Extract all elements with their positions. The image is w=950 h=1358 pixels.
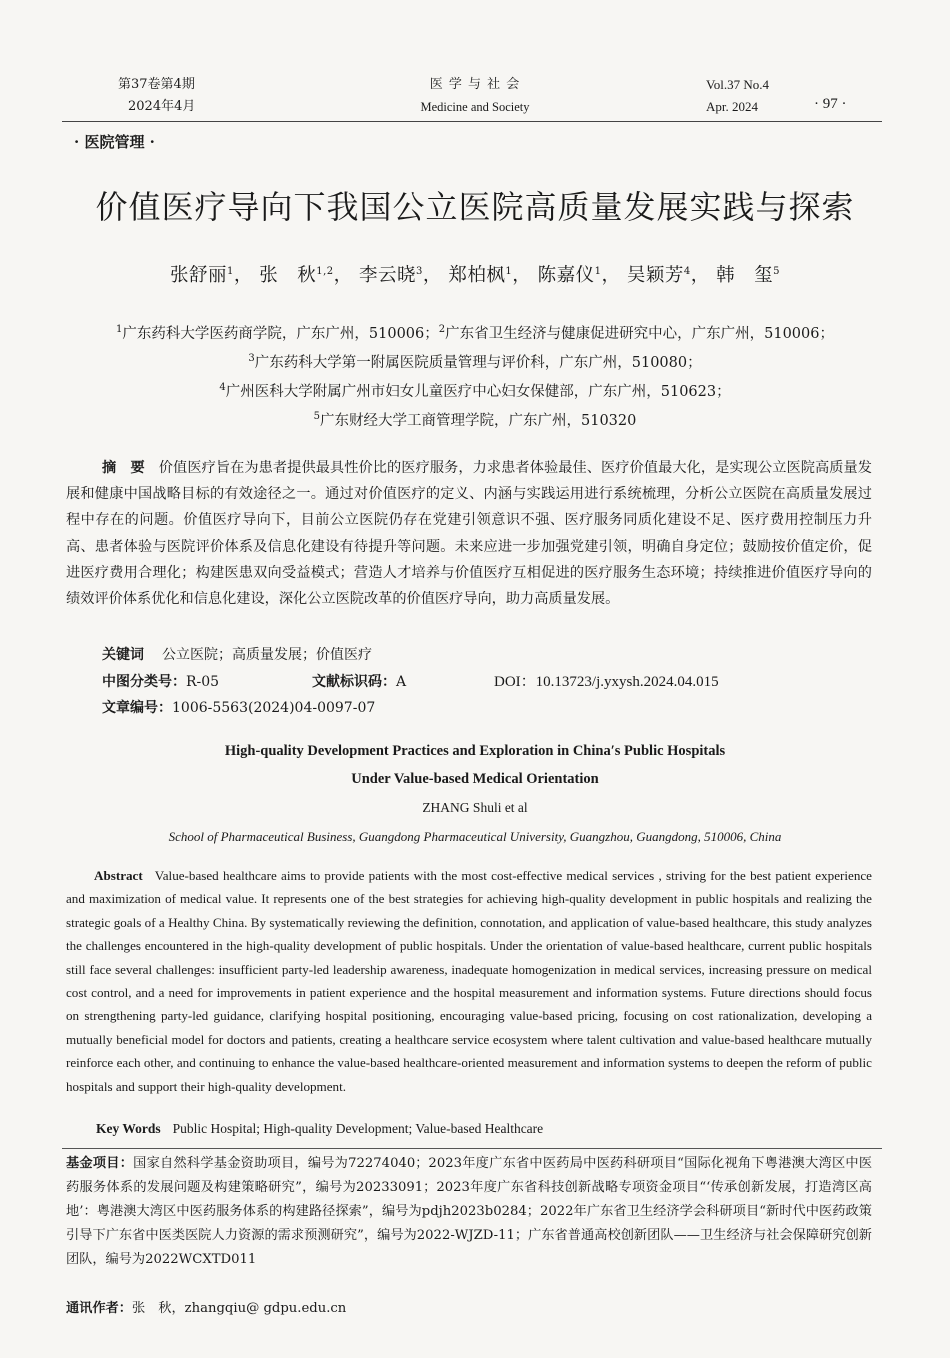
- abstract-en: [66, 864, 872, 1098]
- author-list: 张舒丽$^1$， 张 秋$^{1,2}$， 李云晓$^3$， 郑柏枫$^1$， 陈嘉仪$^1$， 吴颖芳$^4$， 韩 玺$^5$: [169, 265, 781, 286]
- header-rule: [62, 121, 882, 122]
- article-number: 文章编号：1006-5563(2024)04-0097-07: [102, 700, 376, 716]
- issue-volume: 第37卷第4期: [118, 77, 195, 92]
- affiliation-line: $^3$广东药科大学第一附属医院质量管理与评价科，广东广州，510080；: [248, 353, 702, 371]
- english-title-line1: High-quality Development Practices and Exploration in China′s Public Hospitals: [224, 743, 726, 759]
- abstract-cn-label: 摘 要: [102, 460, 145, 476]
- funding-note: [66, 1152, 872, 1272]
- english-author: ZHANG Shuli et al: [422, 800, 528, 815]
- journal-name-cn: 医 学 与 社 会: [429, 77, 521, 92]
- affiliation-line: $^4$广州医科大学附属广州市妇女儿童医疗中心妇女保健部，广东广州，510623；: [219, 382, 731, 400]
- keywords-en-label: Key Words: [96, 1121, 161, 1136]
- author: 吴颖芳$^4$: [626, 265, 691, 286]
- issue-date: 2024年4月: [128, 99, 196, 114]
- keywords-cn-label: 关键词: [102, 647, 144, 663]
- classification: 中图分类号：R-05: [102, 674, 220, 690]
- author: 陈嘉仪$^1$: [537, 265, 602, 286]
- author: 张舒丽$^1$: [169, 265, 234, 286]
- article-title: 价值医疗导向下我国公立医院高质量发展实践与探索: [95, 188, 855, 226]
- affiliation-line: $^1$广东药科大学医药商学院，广东广州，510006；$^2$广东省卫生经济与健康促进研究中心，广东广州，510006；: [116, 324, 834, 342]
- corresponding-author: [66, 1297, 346, 1316]
- author: 郑柏枫$^1$: [448, 265, 513, 286]
- keywords-cn-text: 公立医院；高质量发展；价值医疗: [162, 647, 372, 663]
- keywords-cn: [102, 643, 372, 667]
- page-number: · 97 ·: [814, 96, 847, 112]
- contact-label: 通讯作者：: [66, 1301, 132, 1316]
- contact-text: 张 秋，zhangqiu@ gdpu.edu.cn: [131, 1301, 347, 1316]
- keywords-en-text: Public Hospital; High-quality Development; Value-based Healthcare: [172, 1121, 544, 1136]
- affiliation-line: $^5$广东财经大学工商管理学院，广东广州，510320: [313, 411, 637, 429]
- keywords-en: [96, 1121, 543, 1137]
- abstract-en-label: Abstract: [94, 868, 143, 883]
- abstract-cn-text: 价值医疗旨在为患者提供最具性价比的医疗服务，力求患者体验最佳、医疗价值最大化，是实现公立医院高质量发展和健康中国战略目标的有效途径之一。通过对价值医疗的定义、内涵与实践运用进行系统梳理，分析公立医院在高质量发展过程中存在的问题。价值医疗导向下，目前公立医院仍存在党建引领意识不强、医疗服务同质化建设不足、医疗费用控制压力升高、患者体验与医院评价体系及信息化建设有待提升等问题。未来应进一步加强党建引领，明确自身定位；鼓励按价值定价，促进医疗费用合理化；构建医患双向受益模式；营造人才培养与价值医疗互相促进的医疗服务生态环境；持续推进价值医疗导向的绩效评价体系优化和信息化建设，深化公立医院改革的价值医疗导向，助力高质量发展。: [66, 460, 872, 608]
- author: 韩 玺$^5$: [716, 265, 781, 286]
- issue-date-en: Apr. 2024: [706, 99, 758, 114]
- abstract-cn: [66, 455, 872, 612]
- english-title-line2: Under Value-based Medical Orientation: [351, 771, 599, 787]
- journal-issue-en: [706, 74, 769, 118]
- funding-label: 基金项目：: [66, 1156, 134, 1171]
- footnote-rule: [62, 1148, 882, 1149]
- doc-code: 文献标识码：A: [312, 674, 407, 690]
- english-affiliation: School of Pharmaceutical Business, Guangdong Pharmaceutical University, Guangzhou, Guangdong, 510006, China: [168, 829, 782, 844]
- journal-name-en: Medicine and Society: [420, 100, 530, 114]
- doi: DOI：10.13723/j.yxysh.2024.04.015: [494, 674, 719, 690]
- author: 张 秋$^{1,2}$: [259, 265, 334, 286]
- funding-text: 国家自然科学基金资助项目，编号为72274040；2023年度广东省中医药局中医药科研项目“国际化视角下粤港澳大湾区中医药服务体系的发展问题及构建策略研究”，编号为20233091；2023年度广东省科技创新战略专项资金项目“‘传承创新发展，打造湾区高地’：粤港澳大湾区中医药服务体系的构建路径探索”，编号为pdjh2023b0284；2022年广东省卫生经济学会科研项目“新时代中医药政策引导下广东省中医类医院人力资源的需求预测研究”，编号为2022-WJZD-11；广东省普通高校创新团队——卫生经济与社会保障研究创新团队，编号为2022WCXTD011: [66, 1156, 872, 1267]
- journal-name: [375, 74, 575, 118]
- section-label: · 医院管理 ·: [74, 133, 155, 151]
- abstract-en-text: Value-based healthcare aims to provide patients with the most cost-effective medical services , striving for the best patient experience and maximization of medical value. It represents one of the best strategies for achieving high-quality development in public hospitals and realizing the strategic goals of a Healthy China. By systematically reviewing the definition, connotation, and application of value-based healthcare, this study analyzes the challenges encountered in the high-quality development of public hospitals. Under the orientation of value-based healthcare, current public hospitals still face several challenges: insufficient party-led leadership awareness, inadequate homogenization in medical services, increasing pressure on medical cost control, and a need for improvements in patient experience and the hospital measurement and information systems. Future directions should focus on strengthening party-led guidance, clarifying hospital positioning, encouraging value-based pricing, focusing on cost rationalization, developing a mutually beneficial model for doctors and patients, creating a healthcare service ecosystem where talent cultivation and value-based healthcare mutually reinforce each other, and continuing to enhance the value-based healthcare-oriented measurement and information systems to deepen the reform of public hospitals and support their high-quality development.: [66, 868, 872, 1094]
- author: 李云晓$^3$: [359, 265, 423, 286]
- issue-volume-en: Vol.37 No.4: [706, 77, 769, 92]
- journal-issue-cn: [118, 74, 195, 118]
